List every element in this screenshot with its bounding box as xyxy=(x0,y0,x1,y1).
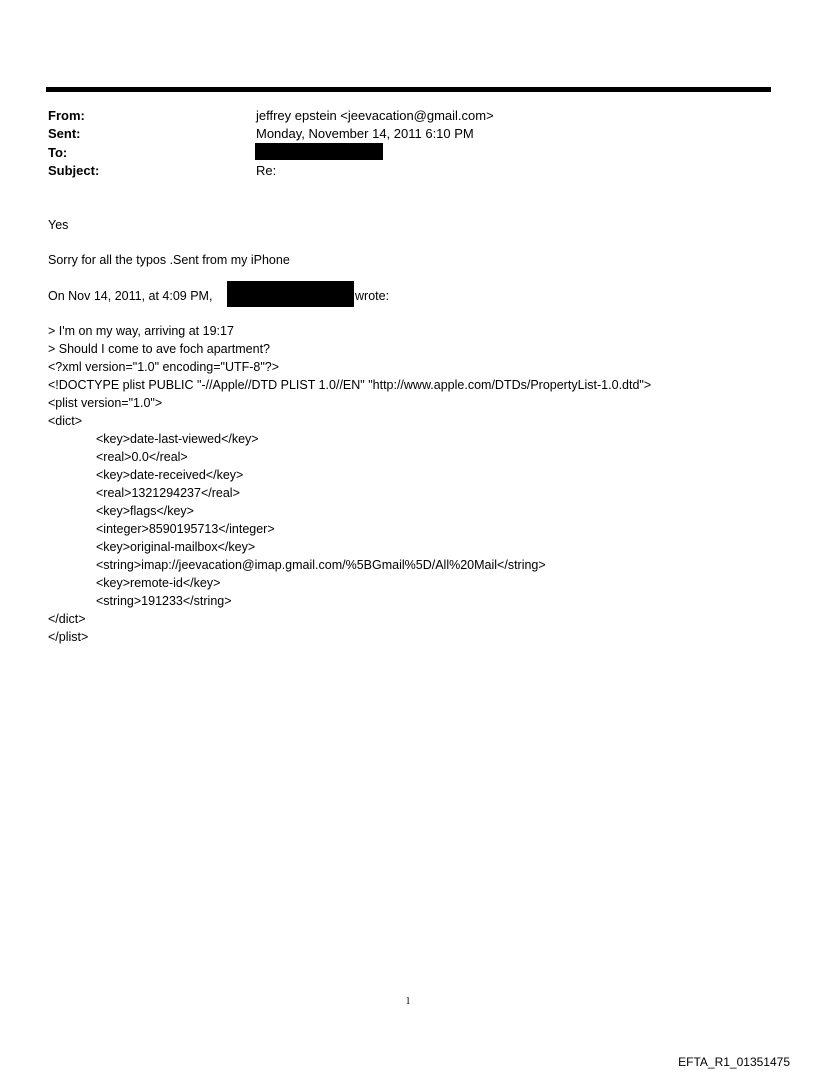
from-label: From: xyxy=(48,108,85,123)
quoted-line: > I'm on my way, arriving at 19:17 xyxy=(48,324,234,338)
from-value: jeffrey epstein <jeevacation@gmail.com> xyxy=(256,108,494,123)
page-number: 1 xyxy=(405,996,411,1007)
xml-line: </dict> xyxy=(48,612,86,626)
xml-line: <key>original-mailbox</key> xyxy=(96,540,256,554)
to-redaction xyxy=(255,143,383,160)
xml-line: </plist> xyxy=(48,630,89,644)
header-rule xyxy=(46,87,771,92)
xml-line: <real>1321294237</real> xyxy=(96,486,240,500)
xml-line: <key>date-last-viewed</key> xyxy=(96,432,259,446)
body-line-signature: Sorry for all the typos .Sent from my iPhone xyxy=(48,253,290,267)
sent-value: Monday, November 14, 2011 6:10 PM xyxy=(256,126,474,141)
sender-redaction xyxy=(227,281,354,307)
xml-line: <key>date-received</key> xyxy=(96,468,244,482)
xml-line: <real>0.0</real> xyxy=(96,450,188,464)
xml-line: <integer>8590195713</integer> xyxy=(96,522,275,536)
xml-line: <key>remote-id</key> xyxy=(96,576,221,590)
subject-label: Subject: xyxy=(48,163,100,178)
xml-line: <dict> xyxy=(48,414,83,428)
sent-label: Sent: xyxy=(48,126,81,141)
quote-attribution-suffix: wrote: xyxy=(355,289,390,303)
subject-value: Re: xyxy=(256,163,277,178)
xml-line: <string>imap://jeevacation@imap.gmail.com/%5BGmail%5D/All%20Mail</string> xyxy=(96,558,546,572)
body-line-yes: Yes xyxy=(48,218,69,232)
xml-line: <plist version="1.0"> xyxy=(48,396,163,410)
quote-attribution-prefix: On Nov 14, 2011, at 4:09 PM, xyxy=(48,289,213,303)
to-label: To: xyxy=(48,145,68,160)
quoted-line: > Should I come to ave foch apartment? xyxy=(48,342,271,356)
xml-line: <key>flags</key> xyxy=(96,504,194,518)
xml-line: <?xml version="1.0" encoding="UTF-8"?> xyxy=(48,360,280,374)
xml-line: <string>191233</string> xyxy=(96,594,232,608)
xml-line: <!DOCTYPE plist PUBLIC "-//Apple//DTD PLIST 1.0//EN" "http://www.apple.com/DTDs/PropertyList-1.0.dtd"> xyxy=(48,378,652,392)
document-id: EFTA_R1_01351475 xyxy=(678,1055,790,1069)
